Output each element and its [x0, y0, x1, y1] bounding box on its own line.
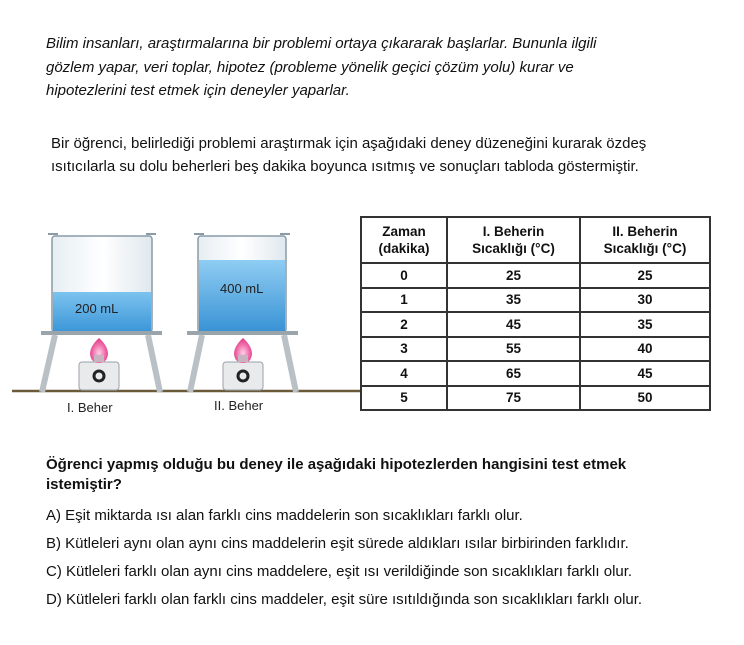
cell-time: 5: [361, 386, 447, 411]
cell-beaker-1: 35: [447, 288, 580, 313]
cell-beaker-1: 65: [447, 361, 580, 386]
option-b[interactable]: B) Kütleleri aynı olan aynı cins maddelerin eşit sürede aldıkları ısılar birbirinden farklıdır.: [46, 535, 629, 552]
option-a[interactable]: A) Eşit miktarda ısı alan farklı cins maddelerin son sıcaklıkları farklı olur.: [46, 507, 523, 524]
setup-paragraph: [51, 133, 721, 178]
cell-time: 2: [361, 312, 447, 337]
cell-beaker-1: 75: [447, 386, 580, 411]
option-d[interactable]: D) Kütleleri farklı olan farklı cins maddeler, eşit süre ısıtıldığında son sıcaklıkları farklı olur.: [46, 591, 643, 608]
beaker-1-label: I. Beher: [67, 400, 113, 415]
cell-beaker-1: 45: [447, 312, 580, 337]
beaker-2-volume: 400 mL: [220, 281, 264, 296]
cell-beaker-1: 55: [447, 337, 580, 362]
header-beaker-2: II. Beherin Sıcaklığı (°C): [580, 217, 710, 263]
cell-time: 1: [361, 288, 447, 313]
temperature-table: [360, 216, 711, 411]
cell-beaker-2: 25: [580, 263, 710, 288]
question-line: istemiştir?: [46, 476, 122, 493]
table-header-row: [361, 217, 710, 263]
cell-beaker-2: 40: [580, 337, 710, 362]
table-row: [361, 386, 710, 411]
cell-beaker-2: 45: [580, 361, 710, 386]
cell-beaker-2: 35: [580, 312, 710, 337]
cell-beaker-1: 25: [447, 263, 580, 288]
cell-time: 3: [361, 337, 447, 362]
table-row: [361, 337, 710, 362]
table-row: [361, 288, 710, 313]
setup-line: ısıtıcılarla su dolu beherleri beş dakika boyunca ısıtmış ve sonuçları tabloda göstermiştir.: [51, 157, 639, 175]
table-row: [361, 312, 710, 337]
beaker-2: [187, 234, 298, 392]
table-row: [361, 263, 710, 288]
option-c[interactable]: C) Kütleleri farklı olan aynı cins maddelere, eşit ısı verildiğinde son sıcaklıkları farklı olur.: [46, 563, 633, 580]
intro-paragraph: [46, 32, 706, 103]
cell-beaker-2: 30: [580, 288, 710, 313]
cell-time: 0: [361, 263, 447, 288]
intro-line: hipotezlerini test etmek için deneyler yaparlar.: [46, 82, 350, 99]
beaker-1-volume: 200 mL: [75, 301, 119, 316]
apparatus-drawing: [0, 222, 365, 422]
cell-time: 4: [361, 361, 447, 386]
cell-beaker-2: 50: [580, 386, 710, 411]
table-row: [361, 361, 710, 386]
beaker-2-label: II. Beher: [214, 398, 264, 413]
question-text: [46, 455, 706, 495]
intro-line: gözlem yapar, veri toplar, hipotez (probleme yönelik geçici çözüm yolu) kurar ve: [46, 58, 574, 76]
header-time: Zaman (dakika): [361, 217, 447, 263]
header-beaker-1: I. Beherin Sıcaklığı (°C): [447, 217, 580, 263]
experiment-illustration: [0, 222, 365, 422]
intro-line: Bilim insanları, araştırmalarına bir problemi ortaya çıkararak başlarlar. Bununla ilgili: [46, 35, 597, 52]
setup-line: Bir öğrenci, belirlediği problemi araştırmak için aşağıdaki deney düzeneğini kurarak özdeş: [51, 135, 647, 152]
question-line: Öğrenci yapmış olduğu bu deney ile aşağıdaki hipotezlerden hangisini test etmek: [46, 456, 627, 473]
